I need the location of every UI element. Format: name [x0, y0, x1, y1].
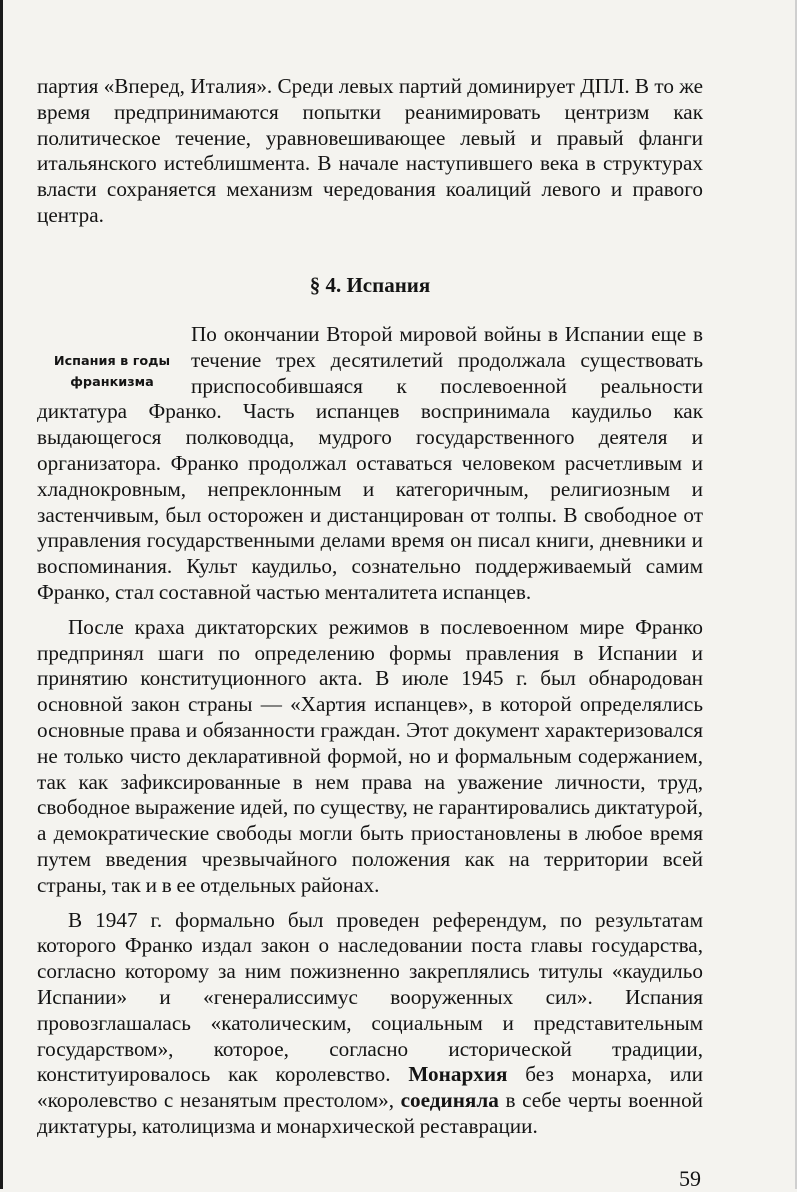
term-monarchy: Монархия [408, 1062, 508, 1087]
section-heading: § 4. Испания [309, 273, 431, 297]
term-combined: соединяла [400, 1088, 499, 1113]
section-text [37, 322, 703, 1140]
page-edge-shadow [0, 0, 3, 1189]
paragraph-3 [37, 908, 703, 1140]
paragraph-1: По окончании Второй мировой войны в Испании еще в течение трех десятилетий продолжала существовать приспособившаяся к послевоенной реальности диктатура Франко. Часть испанцев воспринимала каудильо как выдающегося полководца, мудрого государственного деятеля и организатора. Франко продолжал оставаться человеком расчетливым и хладнокровным, непреклонным и категоричным, религиозным и застенчивым, был осторожен и дистанцирован от толпы. В свободное от управления государственными делами время он писал книги, дневники и воспоминания. Культ каудильо, сознательно поддерживаемый самим Франко, стал составной частью менталитета испанцев. [37, 322, 703, 604]
paragraph-3-text-2: без монарха, или «королевство с незанятым престолом», [37, 1062, 703, 1113]
page-number: 59 [679, 1166, 701, 1191]
margin-note-line-1: Испания в годы [53, 354, 171, 369]
paragraph-2: После краха диктаторских режимов в послевоенном мире Франко предпринял шаги по определению формы правления в Испании и принятию конституционного акта. В июле 1945 г. был обнародован основной закон страны — «Хартия испанцев», в которой определялись основные права и обязанности граждан. Этот документ характеризовался не только чисто декларативной формой, но и формальным содержанием, так как зафиксированные в нем права на уважение личности, труд, свободное выражение идей, по существу, не гарантировались диктатурой, а демократические свободы могли быть приостановлены в любое время путем введения чрезвычайного положения как на территории всей страны, так и в ее отдельных районах. [37, 614, 703, 897]
paragraph-3-text-3: в себе черты военной диктатуры, католицизма и монархической реставрации. [37, 1088, 703, 1138]
margin-note [37, 322, 187, 390]
paragraph-3-text-1: В 1947 г. формально был проведен референдум, по результатам которого Франко издал закон о наследовании поста главы государства, согласно которому за ним пожизненно закреплялись титулы «каудильо Испании» и «генералиссимус вооруженных сил». Испания провозглашалась «католическим, социальным и представительным государством», которое, согласно исторической традиции, конституировалось как королевство. [37, 907, 703, 1087]
margin-note-line-2: франкизма [70, 375, 154, 390]
intro-paragraph: партия «Вперед, Италия». Среди левых партий доминирует ДПЛ. В то же время предпринимаются попытки реанимировать центризм как политическое течение, уравновешивающее левый и правый фланги итальянского истеблишмента. В начале наступившего века в структурах власти сохраняется механизм чередования коалиций левого и правого центра. [37, 74, 703, 227]
section-body [37, 322, 703, 1140]
